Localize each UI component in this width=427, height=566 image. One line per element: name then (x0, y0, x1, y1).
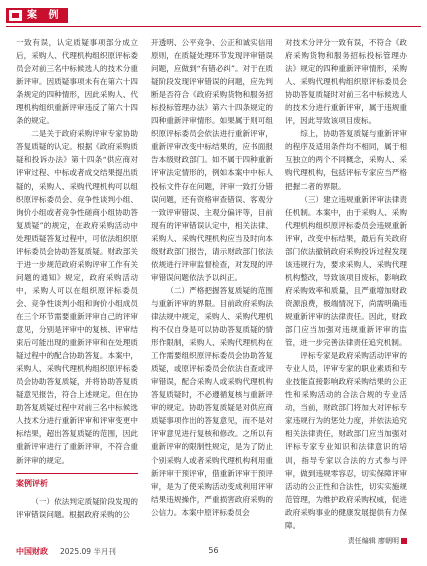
paragraph: 综上，协助答复质疑与重新评审的程序及适用条件均不相同，属于相互独立的两个不同概念，采购人、采购代理机构，包括评标专家应当严格把握二者的界限。 (285, 129, 407, 191)
text-column-3 (285, 36, 407, 548)
paragraph: 一致有误，认定质疑事项部分成立后，采购人、代理机构组织原评标委员会对前三名中标候选人的技术分重新评审。因质疑事项未有在第六十四条规定的四种情形，因此采购人、代理机构组织重新评审违反了第六十四条的规定。 (16, 38, 138, 126)
section-heading-text: 案例评析 (16, 478, 48, 488)
paragraph: （二）严格把握答复质疑的范围与重新评审的界限。目前政府采购法律法规中规定，采购人、采购代理机构不仅自身是可以协助答复质疑的情形作限制，采购人、采购代理机构在工作需要组织原评标委员会协助答复质疑，或原评标委员会依法自查或评审错误，配合采购人或采购代理机构答复质疑时，不必遵循复核与重新评审的规定。协助答复质疑是对供应商质疑事项作出的答复意见，而不是对评审意见进行复核和修改。之所以有重新评审的限制性规定，是为了防止个别采购人或者采购代理机构利用重新评审干预评审，借重新评审干预评审，是为了使采购活动变成利用评审结果违规操作，严重损害政府采购的公信力。本案中原评标委员会 (151, 285, 273, 517)
paragraph: （三）建立违规重新评审法律责任机制。本案中，由于采购人、采购代理机构组织原评标委员会违规重新评审，改变中标结果，最后有关政府部门依法撤销政府采购投诉过程发现该违规行为，要求采购人、采购代理机构整改，导致该项目废标，影响政府采购效率和质量，且严重增加财政资源浪费，极端情况下，尚需明确违规重新评审的法律责任。因此，财政部门应当加强对违规重新评审的监管，进一步完善法律责任追究机制。 (285, 194, 407, 348)
page-header (0, 0, 427, 28)
magazine-name: 中国财政 (16, 547, 48, 556)
text-column-2 (151, 36, 273, 519)
paragraph: 开透明、公平竞争、公正和诚实信用原则，在质疑处理环节发现评审错误问题，应做到“有错必纠”。对于在质疑阶段发现评审错误的问题，应先判断是否符合《政府采购货物和服务招标投标管理办法》第六十四条规定的四种重新评审情形。如果属于则可组织原评标委员会依法进行重新评审，重新评审改变中标结果的，应书面报告本级财政部门。如不属于四种重新评审法定情形的，例如本案中中标人投标文件存在问题，评审一致打分错误问题，还有资格审查错误、客观分一致评审错误、主观分偏评等，目前现有的评审错误认定中，相关法律、采购人、采购代理机构应当及时向本级财政部门报告，请示财政部门依法依规进行评审监督检查，对发现的评审错误问题依法予以纠正。 (151, 38, 273, 282)
section-heading-case-analysis (16, 473, 138, 490)
editor-text: 责任编辑 廖朝明 (347, 536, 399, 545)
page-footer (0, 540, 427, 566)
section-label: 案 例 (27, 10, 63, 21)
header-divider (6, 26, 421, 27)
paragraph: 评标专家是政府采购活动评审的专业人员，评审专家的职业素质和专业技能直接影响政府采购结果的公正性和采购活动的合法合规的专业活动，当前，财政部门将加大对评标专家违规行为的惩处力度，并依法追究相关法律责任，财政部门应当加强对评标专家专业知识和法律意识的培训，指导专家以合法的方式参与评审，做到违规零容忍，切实保障评审活动的公正性和合法性，切实实施规范管理，为维护政府采购权威，促进政府采购事业的健康发展提供有力保障。 (285, 351, 407, 530)
magazine-logo-icon (9, 10, 22, 21)
page-number: 56 (208, 546, 219, 555)
paragraph: 二是关于政府采购评审专家协助答复质疑的认定。根据《政府采购质疑和投诉办法》第十四条“供应商对评审过程、中标或者成交结果提出质疑的，采购人、采购代理机构可以组织原评标委员会、竞争性谈判小组、询价小组或者竞争性磋商小组协助答复质疑”的规定，在政府采购活动中处理质疑答复过程中，可依法组织原评标委员会协助答复质疑。财政部关于进一步规范政府采购评审工作有关问题的通知》规定，政府采购活动中，采购人可以在组织原评标委员会、竞争性谈判小组和询价小组成员在三个环节需要重新评审自己的评审意见，分别是评审中的复核、评审结束后可能出现的重新评审和在处理质疑过程中的配合协助答复。本案中，采购人、采购代理机构组织原评标委员会协助答复质疑，并将协助答复质疑意见报告，符合上述规定。但在协助答复质疑过程中对前三名中标候选人技术分进行重新评审和评审变更中标结果，超出答复质疑的范围，因此重新评审进行了重新评审，不符合重新评审的规定。 (16, 129, 138, 465)
text-column-1 (16, 36, 138, 521)
paragraph: 对技术分评分一致有误，不符合《政府采购货物和服务招标投标管理办法》规定的四种重新评审情形，采购人、采购代理机构组织原评标委员会协助答复质疑时对前三名中标候选人的技术分进行重新评审，属于违规重评，因此导致该项目废标。 (285, 38, 407, 126)
paragraph: （一）依法判定质疑阶段发现的评审错误问题。根据政府采购的公 (16, 496, 138, 519)
issue-info: 2025.09 半月刊 (60, 547, 116, 556)
